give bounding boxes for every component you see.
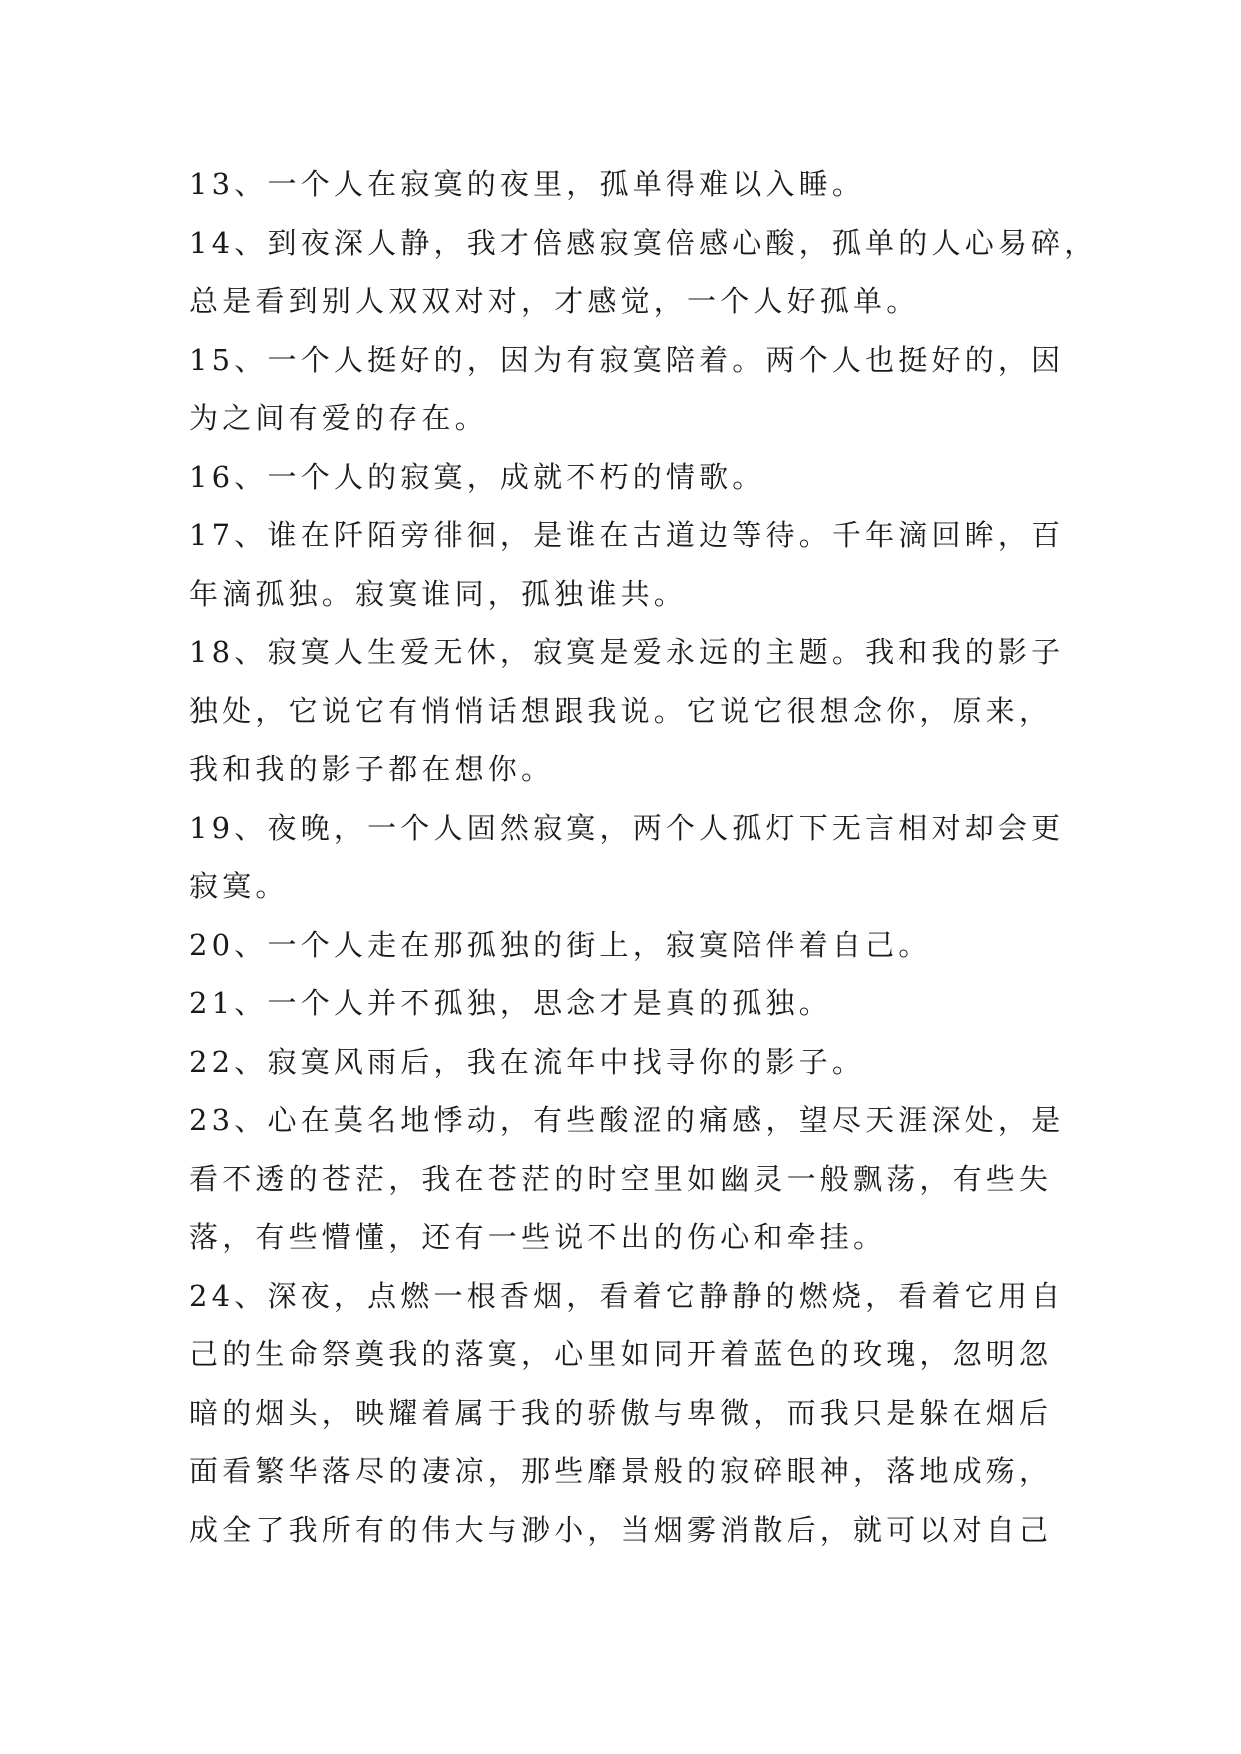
text-line: 面看繁华落尽的凄凉，那些靡景般的寂碎眼神，落地成殇， <box>189 1454 1053 1488</box>
text-line: 落，有些懵懂，还有一些说不出的伤心和牵挂。 <box>189 1220 887 1254</box>
text-line: 看不透的苍茫，我在苍茫的时空里如幽灵一般飘荡，有些失 <box>189 1161 1053 1196</box>
text-line: 23、心在莫名地悸动，有些酸涩的痛感，望尽天涯深处，是 <box>189 1103 1065 1137</box>
text-line: 17、谁在阡陌旁徘徊，是谁在古道边等待。千年滴回眸，百 <box>189 518 1065 552</box>
text-line: 总是看到别人双双对对，才感觉，一个人好孤单。 <box>189 284 920 318</box>
document-body <box>189 155 1098 1559</box>
text-line: 21、一个人并不孤独，思念才是真的孤独。 <box>189 986 832 1020</box>
text-line: 成全了我所有的伟大与渺小，当烟雾消散后，就可以对自己 <box>189 1512 1053 1547</box>
text-line: 15、一个人挺好的，因为有寂寞陪着。两个人也挺好的，因 <box>189 342 1065 377</box>
text-line: 20、一个人走在那孤独的街上，寂寞陪伴着自己。 <box>189 927 932 962</box>
text-line: 18、寂寞人生爱无休，寂寞是爱永远的主题。我和我的影子 <box>189 635 1065 669</box>
text-line: 暗的烟头，映耀着属于我的骄傲与卑微，而我只是躲在烟后 <box>189 1395 1053 1430</box>
text-line: 寂寞。 <box>189 869 289 903</box>
text-line: 16、一个人的寂寞，成就不朽的情歌。 <box>189 459 766 494</box>
text-line: 22、寂寞风雨后，我在流年中找寻你的影子。 <box>189 1044 866 1079</box>
text-line: 年滴孤独。寂寞谁同，孤独谁共。 <box>189 576 688 611</box>
text-line: 24、深夜，点燃一根香烟，看着它静静的燃烧，看着它用自 <box>189 1278 1065 1313</box>
text-line: 我和我的影子都在想你。 <box>189 752 555 786</box>
text-line: 己的生命祭奠我的落寞，心里如同开着蓝色的玫瑰，忽明忽 <box>189 1337 1053 1371</box>
text-line: 为之间有爱的存在。 <box>189 401 488 435</box>
text-line: 独处，它说它有悄悄话想跟我说。它说它很想念你，原来， <box>189 693 1053 728</box>
text-line: 14、到夜深人静，我才倍感寂寞倍感心酸，孤单的人心易碎， <box>189 225 1098 260</box>
text-line: 13、一个人在寂寞的夜里，孤单得难以入睡。 <box>189 167 866 201</box>
text-line: 19、夜晚，一个人固然寂寞，两个人孤灯下无言相对却会更 <box>189 810 1065 845</box>
